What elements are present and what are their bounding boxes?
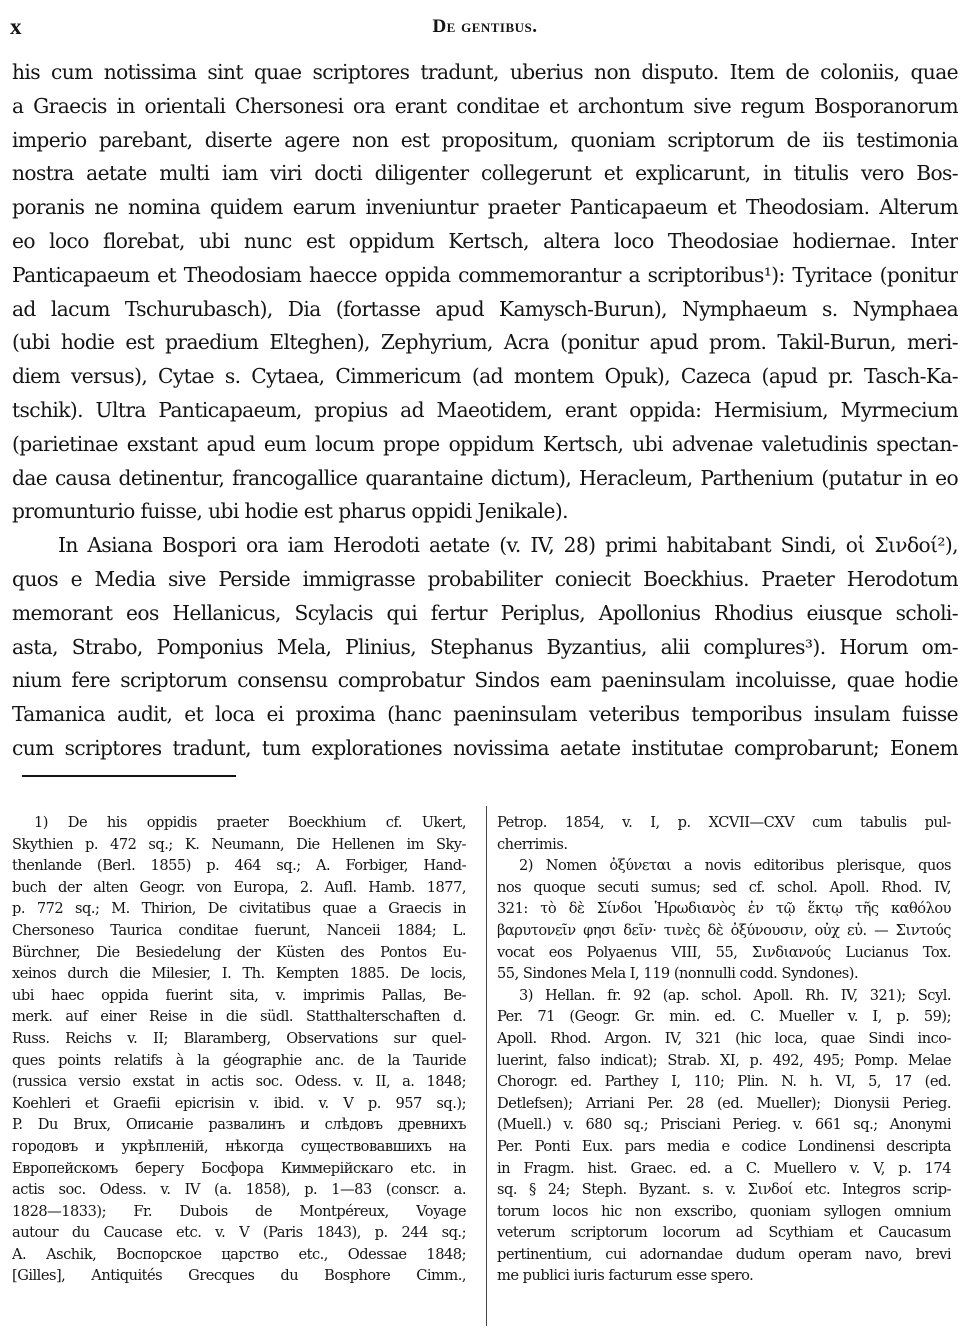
text-line: imperio parebant, diserte agere non est propositum, quoniam scriptorum de iis testimonia [12, 127, 958, 152]
footnote-line: nos quoque secuti sumus; sed cf. schol. Apoll. Rhod. IV, [497, 878, 951, 896]
text-line: a Graecis in orientali Chersonesi ora erant conditae et archontum sive regum Bosporanorum [12, 93, 958, 118]
footnote-line: A. Aschik, Воспорское царство etc., Odessae 1848; [12, 1245, 466, 1263]
text-line: quos e Media sive Perside immigrasse probabiliter coniecit Boeckhius. Praeter Herodotum [12, 566, 958, 591]
footnote-line: autour du Caucase etc. v. V (Paris 1843), p. 244 sq.; [12, 1224, 466, 1242]
main-text [12, 60, 958, 770]
footnote-line: Европейскомъ берегу Босфора Киммерійскаго etc. in [12, 1159, 466, 1177]
footnote-line: Apoll. Rhod. Argon. IV, 321 (hic loca, quae Sindi inco- [497, 1029, 951, 1047]
footnote-line: p. 772 sq.; M. Thirion, De civitatibus quae a Graecis in [12, 900, 466, 918]
footnote-line: ubi haec oppida fuerint sita, v. imprimis Pallas, Be- [12, 986, 466, 1004]
footnote-line: Per. 71 (Geogr. Gr. min. ed. C. Mueller v. I, p. 59); [497, 1008, 951, 1026]
footnote-line: pertinentium, cui adornandae dudum operam navo, brevi [497, 1245, 951, 1263]
footnote-line: 1828—1833); Fr. Dubois de Montpéreux, Voyage [12, 1202, 466, 1220]
footnote-line: 1) De his oppidis praeter Boeckhium cf. Ukert, [34, 814, 466, 831]
footnote-line: P. Du Brux, Описаніе развалинъ и слѣдовъ древнихъ [12, 1116, 466, 1134]
footnote-line: 3) Hellan. fr. 92 (ap. schol. Apoll. Rh. IV, 321); Scyl. [519, 986, 951, 1004]
text-line: dae causa detinentur, francogallice quarantaine dictum), Heracleum, Parthenium (putatur in eo [12, 465, 958, 490]
text-line: (ubi hodie est praedium Elteghen), Zephyrium, Acra (ponitur apud prom. Takil-Burun, meri- [12, 330, 958, 355]
page-header [10, 14, 960, 44]
footnote-line: Skythien p. 472 sq.; K. Neumann, Die Hellenen im Sky- [12, 835, 466, 853]
footnote-line: (russica versio exstat in actis soc. Odess. v. II, a. 1848; [12, 1073, 466, 1091]
footnote-rule [22, 775, 236, 777]
text-line: Tamanica audit, et loca ei proxima (hanc paeninsulam veteribus temporibus insulam fuisse [12, 702, 958, 727]
footnote-line: Koehleri et Graefii epicrisin v. ibid. v. V p. 957 sq.); [12, 1094, 466, 1112]
footnote-line: βαρυτονεῖν φησι δεῖν· τινὲς δὲ ὀξύνουσιν, οὐχ εὖ. — Σιντούς [497, 921, 951, 939]
footnote-line: (Muell.) v. 680 sq.; Prisciani Perieg. v. 661 sq.; Anonymi [497, 1116, 951, 1134]
text-line: promunturio fuisse, ubi hodie est pharus oppidi Jenikale). [12, 499, 568, 524]
text-line: eo loco florebat, ubi nunc est oppidum Kertsch, altera loco Theodosiae hodiernae. Inter [12, 228, 958, 253]
footnote-line: veterum scriptorum locorum ad Scythiam et Caucasum [497, 1224, 951, 1242]
footnote-line: Detlefsen); Arriani Per. 28 (ed. Mueller); Dionysii Perieg. [497, 1094, 951, 1112]
text-line: ad lacum Tschurubasch), Dia (fortasse apud Kamysch-Burun), Nymphaeum s. Nymphaea [12, 296, 958, 321]
footnote-line: Chorogr. ed. Parthey I, 110; Plin. N. h. VI, 5, 17 (ed. [497, 1073, 951, 1091]
footnote-line: cherrimis. [497, 835, 568, 853]
footnote-line: Per. Ponti Eux. pars media e codice Londinensi descripta [497, 1137, 951, 1155]
text-line: diem versus), Cytae s. Cytaea, Cimmericum (ad montem Opuk), Cazeca (apud pr. Tasch-Ka- [12, 364, 958, 389]
running-head: De gentibus. [432, 16, 538, 37]
footnote-line: me publici iuris facturum esse spero. [497, 1267, 754, 1285]
footnotes-right-column [497, 814, 951, 1289]
footnote-line: Russ. Reichs v. II; Blaramberg, Observations sur quel- [12, 1029, 466, 1047]
footnote-line: 55, Sindones Mela I, 119 (nonnulli codd. Syndones). [497, 965, 859, 983]
text-line: memorant eos Hellanicus, Scylacis qui fertur Periplus, Apollonius Rhodius eiusque scholi- [12, 600, 958, 625]
footnote-line: actis soc. Odess. v. IV (a. 1858), p. 1—83 (conscr. a. [12, 1181, 466, 1199]
footnote-line: 321: τὸ δὲ Σίνδοι Ἡρωδιανὸς ἐν τῷ ἕκτῳ τῆς καθόλου [497, 900, 951, 918]
footnote-line: городовъ и укрѣпленій, нѣкогда существовавшихъ на [12, 1137, 466, 1155]
footnote-line: Bürchner, Die Besiedelung der Küsten des Pontos Eu- [12, 943, 466, 961]
footnotes-left-column [12, 814, 466, 1289]
column-divider [486, 806, 487, 1326]
footnote-line: torum locos hic non exscribo, quoniam syllogen omnium [497, 1202, 951, 1220]
footnote-line: xeinos durch die Milesier, I. Th. Kempten 1885. De locis, [12, 965, 466, 983]
footnote-line: 2) Nomen ὀξύνεται a novis editoribus plerisque, quos [519, 857, 951, 875]
page-number: x [10, 14, 22, 39]
footnote-line: in Fragm. hist. Graec. ed. a C. Muellero v. V, p. 174 [497, 1159, 951, 1177]
text-line: (parietinae exstant apud eum locum prope oppidum Kertsch, ubi advenae valetudinis spectan- [12, 431, 958, 456]
text-line: cum scriptores tradunt, tum explorationes novissima aetate institutae comprobarunt; Eonem [12, 735, 958, 760]
footnote-line: thenlande (Berl. 1855) p. 464 sq.; A. Forbiger, Hand- [12, 857, 466, 875]
footnote-line: [Gilles], Antiquités Grecques du Bosphore Cimm., [12, 1267, 466, 1285]
text-line: poranis ne nomina quidem earum inveniuntur praeter Panticapaeum et Theodosiam. Alterum [12, 195, 958, 220]
footnote-line: merk. auf einer Reise in die südl. Statthalterschaften d. [12, 1008, 466, 1026]
text-line: his cum notissima sint quae scriptores tradunt, uberius non disputo. Item de coloniis, quae [12, 60, 958, 84]
text-line: nium fere scriptorum consensu comprobatur Sindos eam paeninsulam incoluisse, quae hodie [12, 668, 958, 693]
text-line: Panticapaeum et Theodosiam haecce oppida commemorantur a scriptoribus¹): Tyritace (ponitur [12, 262, 958, 287]
text-line: In Asiana Bospori ora iam Herodoti aetate (v. IV, 28) primi habitabant Sindi, οἱ Σινδοί²), [58, 533, 958, 558]
text-line: asta, Strabo, Pomponius Mela, Plinius, Stephanus Byzantius, alii complures³). Horum om- [12, 634, 958, 659]
footnote-line: vocat eos Polyaenus VIII, 55, Σινδιανούς Lucianus Tox. [497, 943, 951, 961]
text-line: nostra aetate multi iam viri docti diligenter collegerunt et explicarunt, in titulis vero Bos- [12, 161, 958, 186]
footnote-line: Petrop. 1854, v. I, p. XCVII—CXV cum tabulis pul- [497, 814, 951, 831]
text-line: tschik). Ultra Panticapaeum, propius ad Maeotidem, erant oppida: Hermisium, Myrmecium [12, 397, 958, 422]
footnote-line: ques points relatifs à la géographie anc. de la Tauride [12, 1051, 466, 1069]
footnote-line: buch der alten Geogr. von Europa, 2. Aufl. Hamb. 1877, [12, 878, 466, 896]
footnote-line: luerint, falso indicat); Strab. XI, p. 492, 495; Pomp. Melae [497, 1051, 951, 1069]
footnote-line: sq. § 24; Steph. Byzant. s. v. Σινδοί etc. Integros scrip- [497, 1181, 951, 1199]
footnote-line: Chersoneso Taurica conditae fuerunt, Nanceii 1884; L. [12, 921, 466, 939]
